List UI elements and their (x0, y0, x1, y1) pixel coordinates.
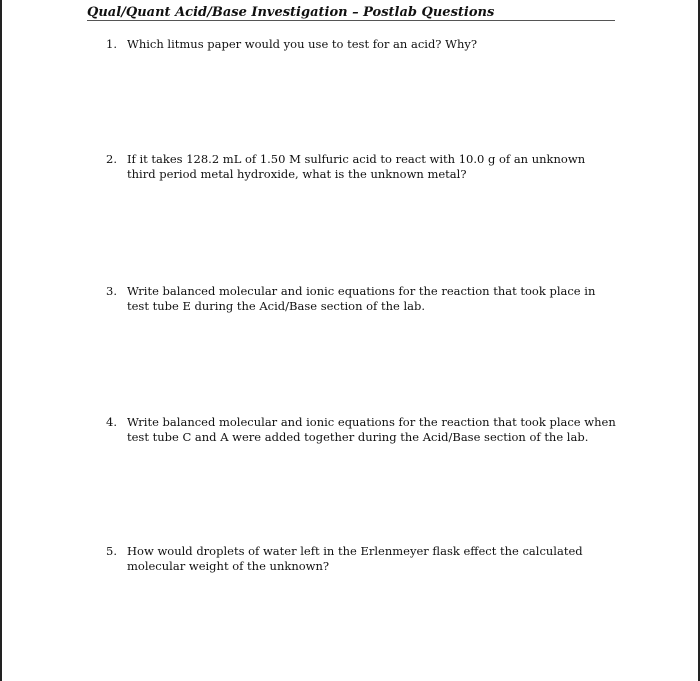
document-title: Qual/Quant Acid/Base Investigation – Postlab Questions (87, 5, 495, 20)
question-text: Write balanced molecular and ionic equations for the reaction that took place in test tube E during the Acid/Base section of the lab. (127, 284, 596, 313)
question-number: 4. (106, 415, 117, 429)
title-underline (87, 20, 615, 21)
question-5 (106, 544, 616, 574)
question-3 (106, 284, 616, 314)
question-1 (106, 37, 616, 52)
question-text: How would droplets of water left in the Erlenmeyer flask effect the calculated molecular weight of the unknown? (127, 544, 583, 573)
question-number: 3. (106, 284, 117, 298)
question-text: If it takes 128.2 mL of 1.50 M sulfuric acid to react with 10.0 g of an unknown third period metal hydroxide, what is the unknown metal? (127, 152, 586, 181)
question-number: 2. (106, 152, 117, 166)
question-number: 1. (106, 37, 117, 51)
question-text: Which litmus paper would you use to test for an acid? Why? (127, 37, 478, 51)
question-2 (106, 152, 616, 182)
question-text: Write balanced molecular and ionic equations for the reaction that took place when test tube C and A were added together during the Acid/Base section of the lab. (127, 415, 616, 444)
question-4 (106, 415, 616, 445)
question-number: 5. (106, 544, 117, 558)
